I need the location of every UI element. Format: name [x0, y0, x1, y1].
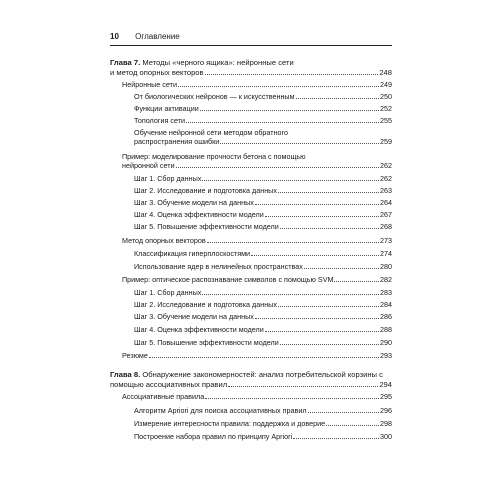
entry-page: 249: [380, 80, 392, 89]
toc-chapter-7[interactable]: [110, 58, 392, 77]
leader-dots: [178, 86, 379, 87]
entry-page: 262: [380, 174, 392, 183]
entry-page: 286: [380, 312, 392, 321]
leader-dots: [280, 228, 379, 229]
toc-entry[interactable]: [134, 406, 392, 415]
leader-dots: [200, 110, 379, 111]
entry-page: 259: [380, 137, 392, 147]
toc-entry[interactable]: [122, 236, 392, 245]
leader-dots: [202, 294, 379, 295]
entry-title: нейронной сети: [122, 161, 175, 171]
entry-page: 274: [380, 249, 392, 258]
toc-entry[interactable]: [134, 210, 392, 219]
entry-title: Шаг 4. Оценка эффективности модели: [134, 210, 264, 219]
entry-title: Резюме: [122, 351, 148, 360]
toc-entry[interactable]: [134, 432, 392, 441]
entry-title: Использование ядер в нелинейных пространствах: [134, 262, 303, 271]
entry-title: Шаг 2. Исследование и подготовка данных: [134, 300, 277, 309]
toc-entry[interactable]: [134, 104, 392, 113]
chapter-label: Глава 8.: [110, 370, 141, 379]
entry-title: Шаг 5. Повышение эффективности модели: [134, 222, 279, 231]
entry-title: Алгоритм Apriori для поиска ассоциативных правил: [134, 406, 307, 415]
entry-title: Шаг 1. Сбор данных: [134, 174, 202, 183]
entry-page: 255: [380, 116, 392, 125]
entry-page: 263: [380, 186, 392, 195]
leader-dots: [278, 306, 379, 307]
leader-dots: [308, 412, 379, 413]
leader-dots: [186, 122, 379, 123]
toc-entry[interactable]: [134, 288, 392, 297]
toc-entry[interactable]: [134, 312, 392, 321]
entry-title: помощью ассоциативных правил: [110, 379, 228, 389]
entry-title: Метод опорных векторов: [122, 236, 206, 245]
entry-title: Шаг 1. Сбор данных: [134, 288, 202, 297]
leader-dots: [334, 281, 379, 282]
leader-dots: [251, 255, 379, 256]
page-header: [110, 32, 392, 46]
toc-entry[interactable]: [134, 249, 392, 258]
leader-dots: [220, 143, 379, 144]
chapter-label: Глава 7.: [110, 58, 141, 67]
leader-dots: [293, 438, 379, 439]
entry-page: 293: [380, 351, 392, 360]
entry-title: Шаг 4. Оценка эффективности модели: [134, 325, 264, 334]
entry-page: 290: [380, 338, 392, 347]
leader-dots: [149, 357, 379, 358]
toc-entry[interactable]: [134, 325, 392, 334]
leader-dots: [205, 74, 379, 75]
entry-title: Измерение интересности правила: поддержка и доверие: [134, 419, 326, 428]
toc-entry[interactable]: [134, 338, 392, 347]
entry-text-line: Пример: моделирование прочности бетона с помощью: [122, 152, 306, 161]
toc-entry[interactable]: [134, 419, 392, 428]
leader-dots: [278, 192, 379, 193]
entry-title: Шаг 2. Исследование и подготовка данных: [134, 186, 277, 195]
entry-title: Классификация гиперплоскостями: [134, 249, 251, 258]
toc-entry[interactable]: [134, 198, 392, 207]
leader-dots: [255, 204, 379, 205]
entry-page: 282: [380, 275, 392, 284]
toc-entry[interactable]: [134, 186, 392, 195]
entry-page: 300: [380, 432, 392, 441]
page-number: 10: [110, 32, 119, 41]
leader-dots: [326, 425, 379, 426]
entry-title: Топология сети: [134, 116, 186, 125]
entry-page: 262: [380, 161, 392, 171]
entry-page: 268: [380, 222, 392, 231]
entry-text-line: Обнаружение закономерностей: анализ потребительской корзины с: [142, 370, 383, 379]
entry-title: Пример: оптическое распознавание символов с помощью SVM: [122, 275, 334, 284]
entry-title: Нейронные сети: [122, 80, 177, 89]
entry-title: Функции активации: [134, 104, 199, 113]
leader-dots: [176, 167, 379, 168]
leader-dots: [228, 386, 378, 387]
entry-title: Ассоциативные правила: [122, 392, 205, 401]
entry-title: От биологических нейронов — к искусственным: [134, 92, 295, 101]
entry-page: 273: [380, 236, 392, 245]
entry-page: 248: [379, 67, 392, 77]
entry-text-line: Методы «черного ящика»: нейронные сети: [142, 58, 294, 67]
toc-entry[interactable]: [134, 262, 392, 271]
leader-dots: [255, 318, 379, 319]
toc-entry[interactable]: [122, 152, 392, 170]
entry-page: 288: [380, 325, 392, 334]
leader-dots: [202, 180, 379, 181]
entry-page: 284: [380, 300, 392, 309]
entry-title: распространения ошибки: [134, 137, 220, 147]
entry-page: 294: [379, 379, 392, 389]
leader-dots: [304, 268, 379, 269]
toc-entry[interactable]: [122, 275, 392, 284]
entry-title: Шаг 3. Обучение модели на данных: [134, 312, 254, 321]
leader-dots: [280, 344, 379, 345]
entry-page: 264: [380, 198, 392, 207]
leader-dots: [265, 331, 379, 332]
leader-dots: [296, 98, 379, 99]
entry-page: 252: [380, 104, 392, 113]
entry-title: Построение набора правил по принципу Apriori: [134, 432, 293, 441]
entry-page: 298: [380, 419, 392, 428]
toc-entry[interactable]: [134, 116, 392, 125]
entry-page: 283: [380, 288, 392, 297]
toc-entry[interactable]: [122, 351, 392, 360]
toc-entry[interactable]: [134, 92, 392, 101]
entry-page: 267: [380, 210, 392, 219]
entry-title: Шаг 3. Обучение модели на данных: [134, 198, 254, 207]
entry-page: 280: [380, 262, 392, 271]
toc-entry[interactable]: [134, 128, 392, 146]
entry-page: 295: [380, 392, 392, 401]
entry-title: Шаг 5. Повышение эффективности модели: [134, 338, 279, 347]
toc-entry[interactable]: [122, 392, 392, 401]
entry-text-line: Обучение нейронной сети методом обратного: [134, 128, 288, 137]
toc-chapter-8[interactable]: [110, 370, 392, 389]
leader-dots: [265, 216, 379, 217]
toc-entry[interactable]: [134, 222, 392, 231]
entry-page: 250: [380, 92, 392, 101]
leader-dots: [205, 398, 379, 399]
page-title: Оглавление: [135, 32, 180, 41]
toc-entry[interactable]: [122, 80, 392, 89]
entry-page: 296: [380, 406, 392, 415]
entry-title: и метод опорных векторов: [110, 67, 204, 77]
toc-entry[interactable]: [134, 174, 392, 183]
leader-dots: [207, 242, 379, 243]
toc-entry[interactable]: [134, 300, 392, 309]
